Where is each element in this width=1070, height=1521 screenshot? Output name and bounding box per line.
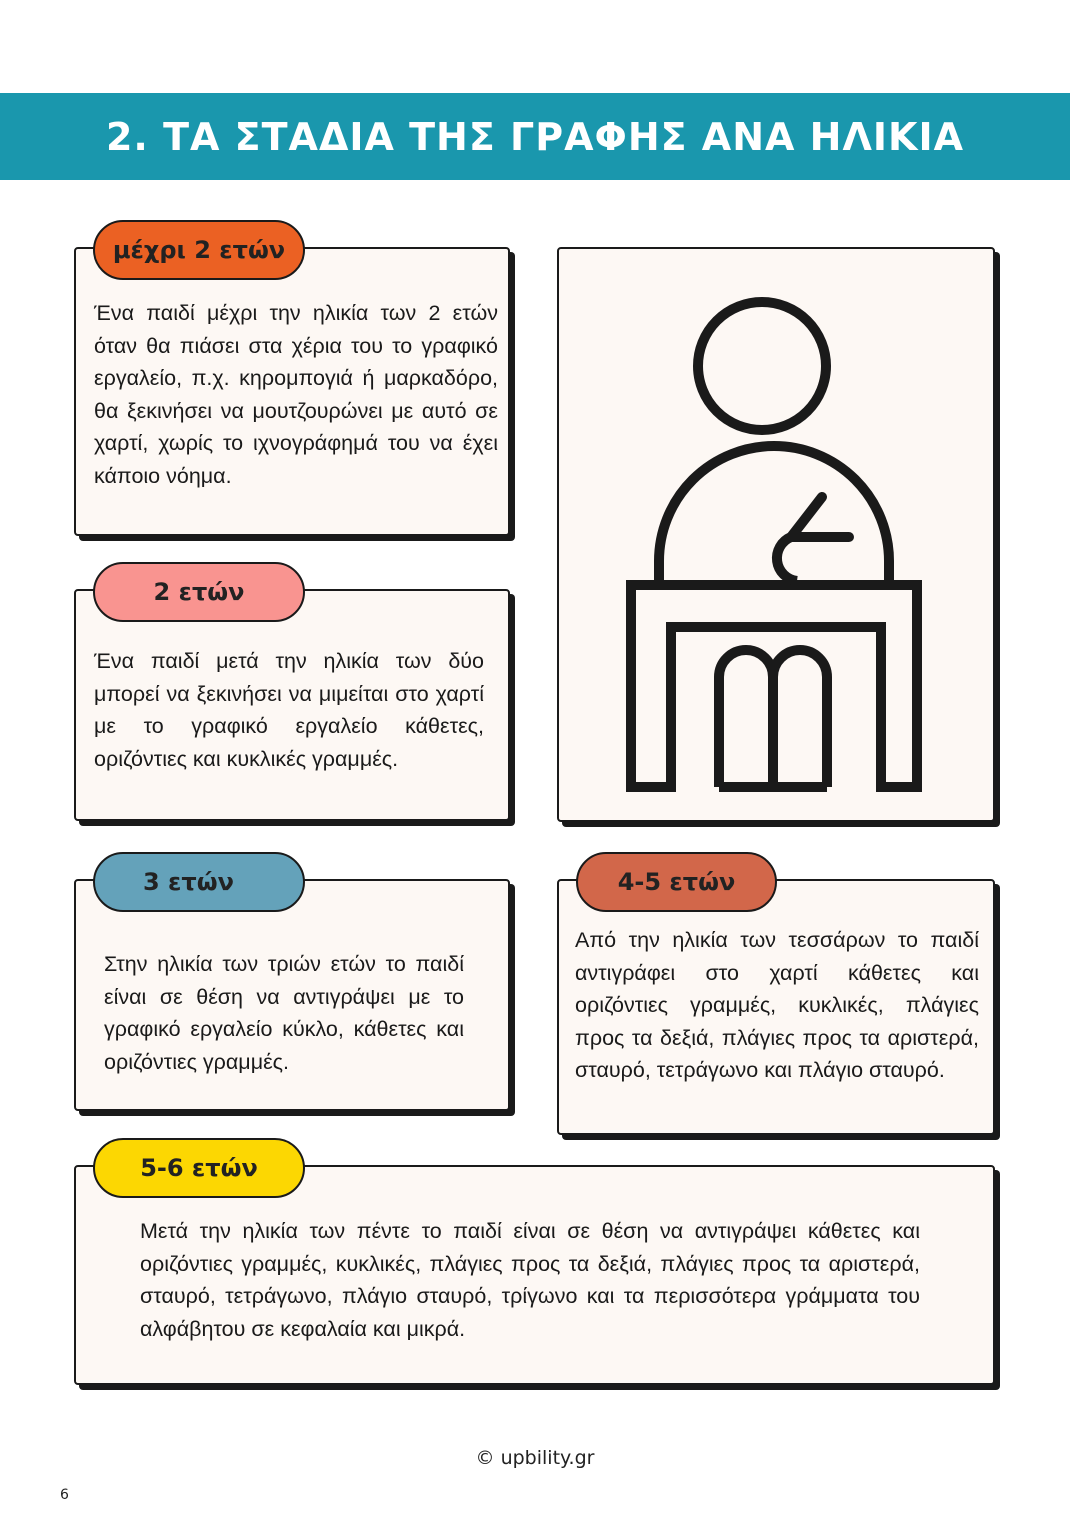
stage-text-4-5: Από την ηλικία των τεσσάρων το παιδί αντιγράφει στο χαρτί κάθετες και οριζόντιες γραμμές, κυκλικές, πλάγιες προς τα δεξιά, πλάγιες προς τα αριστερά, σταυρό, τετράγωνο και πλάγιο σταυρό. xyxy=(575,928,979,1083)
child-writing-at-desk-icon xyxy=(559,249,993,820)
header-banner xyxy=(0,93,1070,180)
stage-text-3: Στην ηλικία των τριών ετών το παιδί είναι σε θέση να αντιγράψει με το γραφικό εργαλείο κύκλο, κάθετες και οριζόντιες γραμμές. xyxy=(104,952,464,1074)
stage-label-3: 3 ετών xyxy=(93,852,305,912)
stage-label-under-2: μέχρι 2 ετών xyxy=(93,220,305,280)
page-title: 2. ΤΑ ΣΤΑΔΙΑ ΤΗΣ ΓΡΑΦΗΣ ΑΝΑ ΗΛΙΚΙΑ xyxy=(105,114,964,159)
stage-text-2: Ένα παιδί μετά την ηλικία των δύο μπορεί να ξεκινήσει να μιμείται στο χαρτί με το γραφικό εργαλείο κάθετες, οριζόντιες και κυκλικές γραμμές. xyxy=(94,649,484,771)
page-number: 6 xyxy=(60,1487,69,1503)
stage-text-5-6: Μετά την ηλικία των πέντε το παιδί είναι σε θέση να αντιγράψει κάθετες και οριζόντιες γραμμές, κυκλικές, πλάγιες προς τα δεξιά, πλάγιες προς τα αριστερά, σταυρό, τετράγωνο, πλάγιο σταυρό, τρίγωνο και τα περισσότερα γράμματα του αλφάβητου σε κεφαλαία και μικρά. xyxy=(140,1219,920,1341)
stage-card-4-5 xyxy=(557,879,995,1135)
stage-card-3 xyxy=(74,879,510,1111)
stage-label-5-6: 5-6 ετών xyxy=(93,1138,305,1198)
illustration-card xyxy=(557,247,995,822)
stage-card-2 xyxy=(74,589,510,821)
stage-label-4-5: 4-5 ετών xyxy=(576,852,777,912)
stage-card-under-2 xyxy=(74,247,510,536)
stage-card-5-6 xyxy=(74,1165,995,1385)
stage-label-2: 2 ετών xyxy=(93,562,305,622)
stage-text-under-2: Ένα παιδί μέχρι την ηλικία των 2 ετών όταν θα πιάσει στα χέρια του το γραφικό εργαλείο, π.χ. κηρομπογιά ή μαρκαδόρο, θα ξεκινήσει να μουτζουρώνει με αυτό σε χαρτί, χωρίς το ιχνογράφημά του να έχει κάποιο νόημα. xyxy=(94,301,498,488)
copyright-footer: © upbility.gr xyxy=(475,1447,595,1469)
